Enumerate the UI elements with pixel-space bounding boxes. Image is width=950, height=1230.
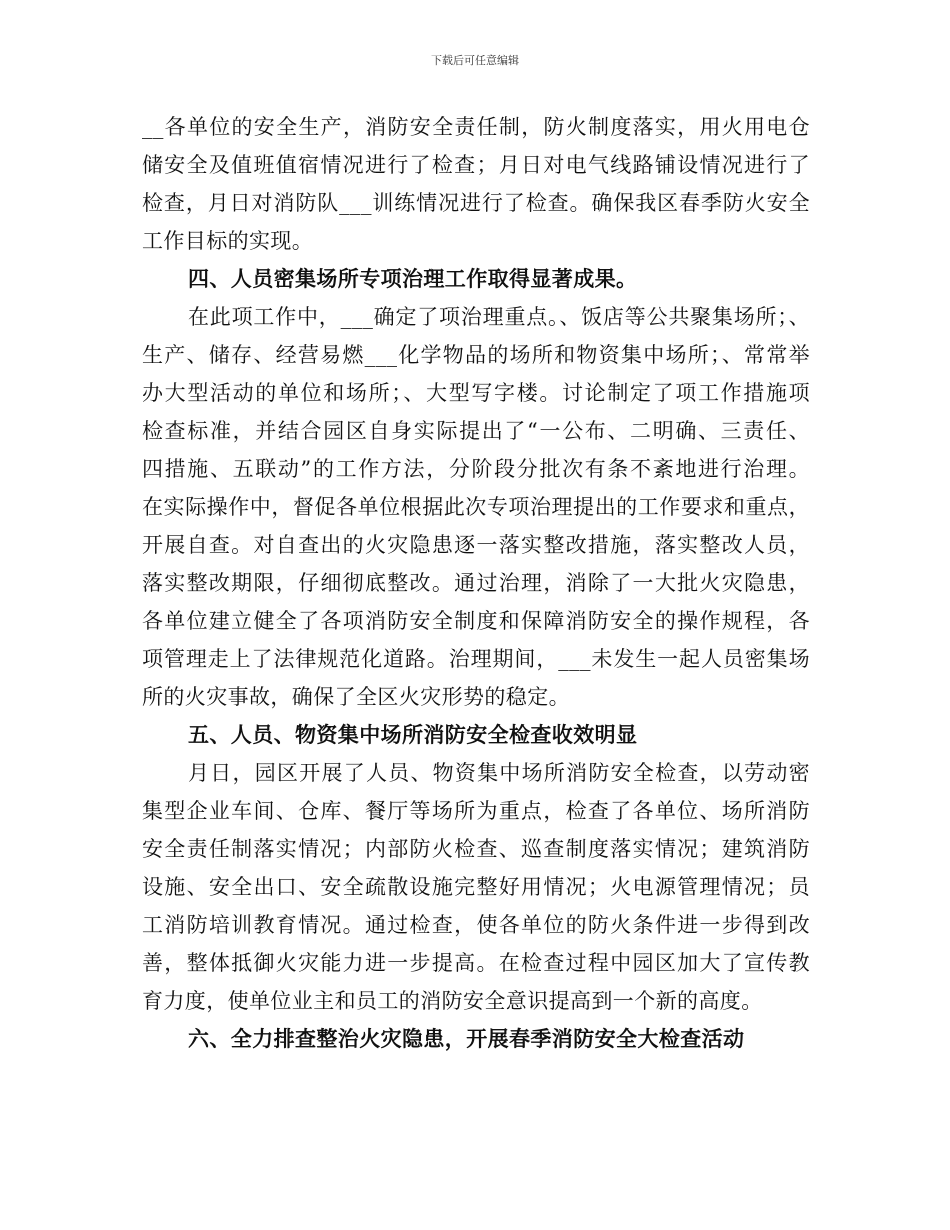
body-line: 在此项工作中，___确定了项治理重点。、饭店等公共聚集场所；、 xyxy=(188,305,810,329)
body-line: 善，整体抵御火灾能力进一步提高。在检查过程中园区加大了宣传教 xyxy=(142,951,810,975)
body-line: 月日，园区开展了人员、物资集中场所消防安全检查，以劳动密 xyxy=(188,761,810,785)
body-line: 办大型活动的单位和场所；、大型写字楼。讨论制定了项工作措施项 xyxy=(142,381,810,405)
body-line: 所的火灾事故，确保了全区火灾形势的稳定。 xyxy=(142,685,570,709)
body-line: 在实际操作中，督促各单位根据此次专项治理提出的工作要求和重点， xyxy=(142,495,810,519)
body-line: 工消防培训教育情况。通过检查，使各单位的防火条件进一步得到改 xyxy=(142,913,810,937)
body-line: 育力度，使单位业主和员工的消防安全意识提高到一个新的高度。 xyxy=(142,989,763,1013)
body-line: 集型企业车间、仓库、餐厅等场所为重点，检查了各单位、场所消防 xyxy=(142,799,810,823)
body-line: 生产、储存、经营易燃___化学物品的场所和物资集中场所；、常常举 xyxy=(142,343,810,367)
body-line: 检查标准，并结合园区自身实际提出了“一公布、二明确、三责任、 xyxy=(142,419,810,443)
body-line: 四措施、五联动”的工作方法，分阶段分批次有条不紊地进行治理。 xyxy=(142,457,810,481)
page-header: 下载后可任意编辑 xyxy=(431,54,519,67)
body-line: 开展自查。对自查出的火灾隐患逐一落实整改措施，落实整改人员， xyxy=(142,533,810,557)
body-line: 设施、安全出口、安全疏散设施完整好用情况；火电源管理情况；员 xyxy=(142,875,810,899)
document-body xyxy=(142,108,810,1058)
body-line: 项管理走上了法律规范化道路。治理期间，___未发生一起人员密集场 xyxy=(142,647,810,671)
body-line: 落实整改期限，仔细彻底整改。通过治理，消除了一大批火灾隐患， xyxy=(142,571,810,595)
section-heading-4: 四、人员密集场所专项治理工作取得显著成果。 xyxy=(188,266,638,291)
section-heading-6: 六、全力排查整治火灾隐患，开展春季消防安全大检查活动 xyxy=(188,1026,745,1051)
body-line: 各单位建立健全了各项消防安全制度和保障消防安全的操作规程，各 xyxy=(142,609,810,633)
body-line: 储安全及值班值宿情况进行了检查；月日对电气线路铺设情况进行了 xyxy=(142,153,810,177)
body-line: 工作目标的实现。 xyxy=(142,229,314,253)
section-heading-5: 五、人员、物资集中场所消防安全检查收效明显 xyxy=(188,722,638,747)
body-line: 检查，月日对消防队___训练情况进行了检查。确保我区春季防火安全 xyxy=(142,191,810,215)
body-line: __各单位的安全生产，消防安全责任制，防火制度落实，用火用电仓 xyxy=(142,115,810,139)
body-line: 安全责任制落实情况；内部防火检查、巡查制度落实情况；建筑消防 xyxy=(142,837,810,861)
